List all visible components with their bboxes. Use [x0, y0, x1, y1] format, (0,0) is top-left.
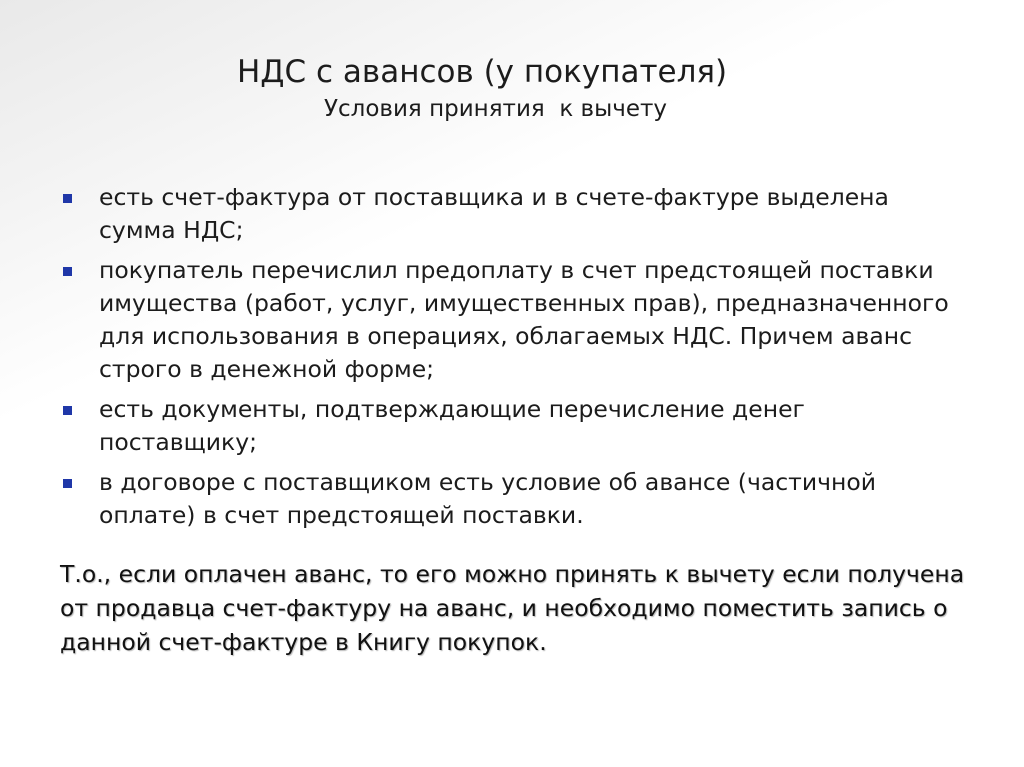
- list-item: [60, 393, 970, 459]
- square-bullet-icon: [63, 479, 72, 488]
- square-bullet-icon: [63, 267, 72, 276]
- bullet-text: есть счет-фактура от поставщика и в счете-фактуре выделена сумма НДС;: [99, 183, 889, 244]
- bullet-text: в договоре с поставщиком есть условие об авансе (частичной оплате) в счет предстоящей поставки.: [99, 468, 877, 529]
- square-bullet-icon: [63, 194, 72, 203]
- square-bullet-icon: [63, 406, 72, 415]
- bullet-text: есть документы, подтверждающие перечисление денег поставщику;: [99, 395, 805, 456]
- bullet-text: покупатель перечислил предоплату в счет предстоящей поставки имущества (работ, услуг, имущественных прав), предназначенного для использования в операциях, облагаемых НДС. Причем аванс строго в денежной форме;: [99, 256, 949, 383]
- title-block: [237, 52, 937, 124]
- slide-subtitle: Условия принятия к вычету: [324, 96, 668, 122]
- slide-title: НДС с авансов (у покупателя): [237, 54, 728, 90]
- conclusion-paragraph: Т.о., если оплачен аванс, то его можно принять к вычету если получена от продавца счет-фактуру на аванс, и необходимо поместить запись о данной счет-фактуре в Книгу покупок.: [60, 560, 965, 656]
- list-item: [60, 466, 970, 532]
- list-item: [60, 254, 970, 386]
- bullet-list: [60, 181, 970, 539]
- list-item: [60, 181, 970, 247]
